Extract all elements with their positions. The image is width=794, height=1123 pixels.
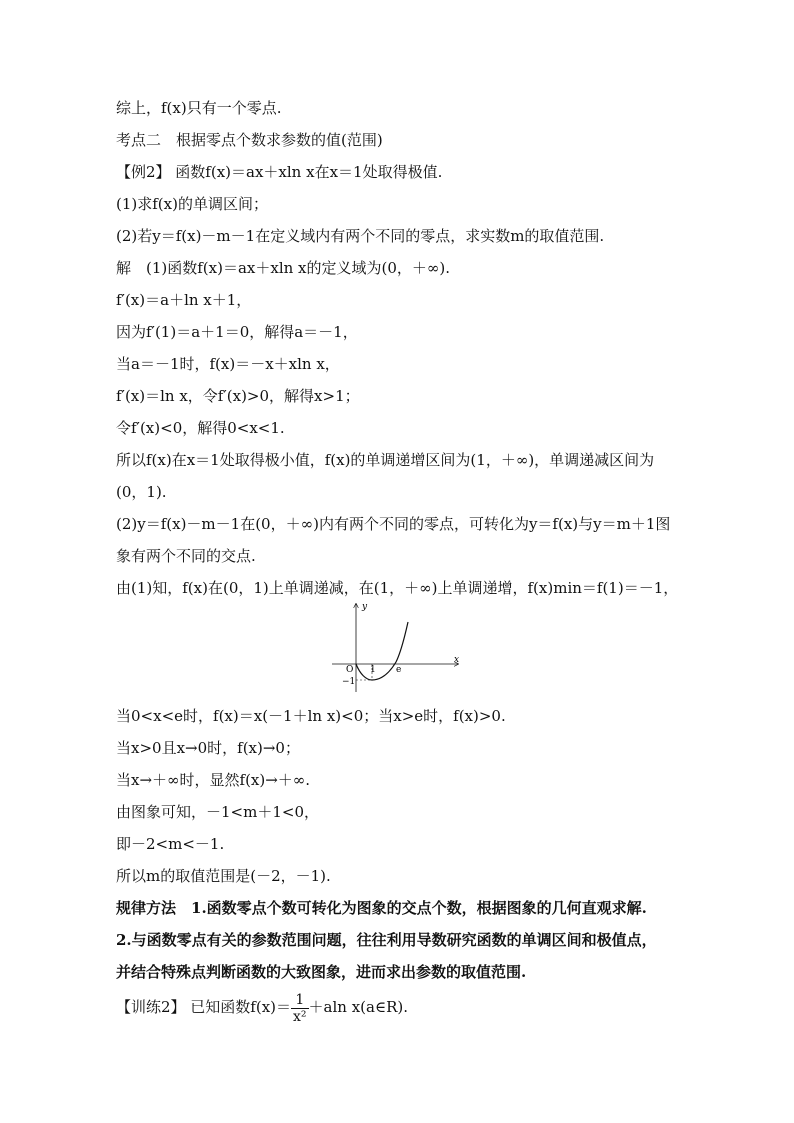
method-summary-1: 规律方法 1.函数零点个数可转化为图象的交点个数，根据图象的几何直观求解. [116,899,647,917]
part2-transform-cont: 象有两个不同的交点. [116,547,256,565]
solution-start: 解 (1)函数f(x)＝ax＋xln x的定义域为(0，＋∞). [116,259,451,277]
x-axis-label: x [454,655,460,665]
solve-a-line: 因为f′(1)＝a＋1＝0，解得a＝－1， [116,323,358,341]
derivative-line: f′(x)＝a＋ln x＋1， [116,291,252,309]
conclusion-line: 综上，f(x)只有一个零点. [116,99,282,117]
y-axis-label: y [362,602,368,612]
decreasing-condition: 令f′(x)<0，解得0<x<1. [116,419,285,437]
sign-analysis: 当0<x<e时，f(x)＝x(－1＋ln x)<0；当x>e时，f(x)>0. [116,707,506,725]
inequality-result: 即－2<m<－1. [116,835,225,853]
fraction-numerator: 1 [291,992,309,1009]
graph-inference: 由图象可知，－1<m＋1<0， [116,803,319,821]
tick-neg-one-label: −1 [342,677,356,687]
section-heading: 考点二 根据零点个数求参数的值(范围) [116,131,383,149]
increasing-condition: f′(x)＝ln x，令f′(x)>0，解得x>1； [116,387,360,405]
limit-infinity: 当x→＋∞时，显然f(x)→＋∞. [116,771,311,789]
exercise-title [116,990,686,1025]
function-line: 当a＝－1时，f(x)＝－x＋xln x， [116,355,340,373]
function-graph [330,600,464,694]
method-summary-2: 2.与函数零点有关的参数范围问题，往往利用导数研究函数的单调区间和极值点， [116,931,657,949]
part2-analysis: 由(1)知，f(x)在(0，1)上单调递减，在(1，＋∞)上单调递增，f(x)min＝f(1)＝－1， [116,579,679,597]
limit-zero: 当x>0且x→0时，f(x)→0； [116,739,300,757]
tick-one-label: 1 [370,665,376,675]
monotonic-conclusion: 所以f(x)在x＝1处取得极小值，f(x)的单调递增区间为(1，＋∞)，单调递减区间为 [116,451,655,469]
part2-transform: (2)y＝f(x)－m－1在(0，＋∞)内有两个不同的零点，可转化为y＝f(x)与y＝m＋1图 [116,515,671,533]
exercise-text-post: ＋aln x(a∈R). [308,998,408,1016]
monotonic-conclusion-cont: (0，1). [116,483,167,501]
question-2: (2)若y＝f(x)－m－1在定义域内有两个不同的零点，求实数m的取值范围. [116,227,605,245]
tick-e-label: e [396,665,402,675]
exercise-text-pre: 【训练2】 已知函数f(x)＝ [116,998,292,1016]
fraction-denominator: x² [293,1008,307,1025]
origin-label: O [346,665,354,675]
example-title: 【例2】 函数f(x)＝ax＋xln x在x＝1处取得极值. [116,163,443,181]
final-answer: 所以m的取值范围是(－2，－1). [116,867,331,885]
method-summary-3: 并结合特殊点判断函数的大致图象，进而求出参数的取值范围. [116,963,527,981]
question-1: (1)求f(x)的单调区间； [116,195,268,213]
fraction [291,992,309,1025]
